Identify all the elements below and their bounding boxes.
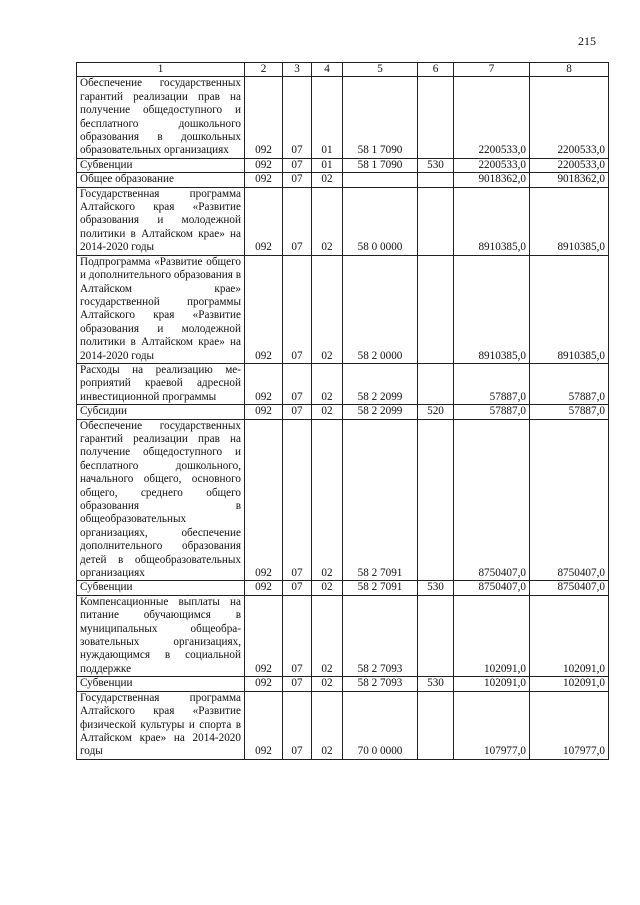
row-code-cell: 01 [312, 77, 343, 158]
row-name-cell: Субвенции [77, 581, 245, 595]
row-code-cell: 07 [283, 419, 312, 581]
row-code-cell: 530 [418, 158, 454, 172]
row-code-cell: 092 [245, 405, 283, 419]
row-code-cell [418, 255, 454, 363]
row-code-cell: 02 [312, 187, 343, 255]
row-name-cell: Обеспечение государственных гарантий реализации прав на получение общедоступного и бесплатного дошкольного образования в дошкольных образовательных организациях [77, 77, 245, 158]
row-code-cell: 07 [283, 595, 312, 676]
row-code-cell: 58 2 2099 [343, 405, 418, 419]
table-row [77, 255, 609, 363]
row-code-cell: 092 [245, 595, 283, 676]
row-name-cell: Расходы на реализацию мероприятий краевой адресной инвестиционной программы [77, 363, 245, 404]
row-amount-cell: 107977,0 [454, 691, 530, 759]
row-code-cell: 07 [283, 173, 312, 187]
row-name-cell: Субвенции [77, 677, 245, 691]
row-code-cell: 02 [312, 255, 343, 363]
row-code-cell: 58 2 2099 [343, 363, 418, 404]
table-row [77, 363, 609, 404]
row-code-cell: 02 [312, 363, 343, 404]
row-code-cell: 58 2 7091 [343, 581, 418, 595]
table-row [77, 158, 609, 172]
header-cell: 5 [343, 63, 418, 77]
table-row [77, 187, 609, 255]
row-code-cell [418, 363, 454, 404]
row-code-cell: 02 [312, 419, 343, 581]
page-number: 215 [578, 34, 596, 48]
row-amount-cell: 8910385,0 [454, 255, 530, 363]
row-code-cell: 07 [283, 677, 312, 691]
row-code-cell: 092 [245, 173, 283, 187]
budget-table [76, 62, 609, 760]
header-cell: 7 [454, 63, 530, 77]
row-amount-cell: 102091,0 [454, 595, 530, 676]
table-row [77, 581, 609, 595]
row-name-cell: Общее образование [77, 173, 245, 187]
row-amount-cell: 2200533,0 [530, 77, 609, 158]
header-cell: 4 [312, 63, 343, 77]
row-code-cell: 07 [283, 255, 312, 363]
row-code-cell [418, 173, 454, 187]
row-amount-cell: 8910385,0 [454, 187, 530, 255]
row-amount-cell: 8910385,0 [530, 255, 609, 363]
row-name-cell: Государственная программа Алтайского края «Развитие физической культуры и спорта в Алтайском крае» на 2014-2020 годы [77, 691, 245, 759]
row-code-cell: 07 [283, 363, 312, 404]
table-row [77, 77, 609, 158]
row-code-cell: 092 [245, 77, 283, 158]
row-amount-cell: 8750407,0 [454, 419, 530, 581]
row-code-cell: 092 [245, 363, 283, 404]
row-code-cell: 092 [245, 255, 283, 363]
row-amount-cell: 57887,0 [454, 363, 530, 404]
row-amount-cell: 2200533,0 [454, 158, 530, 172]
row-code-cell: 58 0 0000 [343, 187, 418, 255]
row-code-cell: 58 1 7090 [343, 77, 418, 158]
row-code-cell: 02 [312, 581, 343, 595]
row-amount-cell: 102091,0 [530, 677, 609, 691]
row-code-cell: 092 [245, 187, 283, 255]
row-name-cell: Обеспечение государственных гарантий реализации прав на получение общедоступного и бесплатного дошкольного, начального общего, основного общего, среднего общего образования в общеобразовательных организациях, обеспечение дополнительного образования детей в общеобразовательных организациях [77, 419, 245, 581]
row-amount-cell: 8750407,0 [530, 419, 609, 581]
table-body [77, 77, 609, 759]
header-cell: 6 [418, 63, 454, 77]
table-row [77, 677, 609, 691]
row-amount-cell: 8750407,0 [530, 581, 609, 595]
row-amount-cell: 2200533,0 [454, 77, 530, 158]
row-code-cell: 530 [418, 677, 454, 691]
row-code-cell: 07 [283, 187, 312, 255]
row-code-cell: 07 [283, 158, 312, 172]
header-cell: 8 [530, 63, 609, 77]
row-amount-cell: 57887,0 [454, 405, 530, 419]
row-code-cell: 02 [312, 405, 343, 419]
row-name-cell: Компенсационные выплаты на питание обучающимся в муниципальных общеобразовательных организациях, нуждающимся в социальной поддержке [77, 595, 245, 676]
row-amount-cell: 57887,0 [530, 363, 609, 404]
row-amount-cell: 9018362,0 [530, 173, 609, 187]
table-row [77, 595, 609, 676]
row-name-cell: Субсидии [77, 405, 245, 419]
row-amount-cell: 8750407,0 [454, 581, 530, 595]
row-code-cell: 02 [312, 595, 343, 676]
row-amount-cell: 107977,0 [530, 691, 609, 759]
row-amount-cell: 8910385,0 [530, 187, 609, 255]
row-name-cell: Государственная программа Алтайского края «Развитие образования и молодежной политики в Алтайском крае» на 2014-2020 годы [77, 187, 245, 255]
table-header [77, 63, 609, 77]
row-name-cell: Субвенции [77, 158, 245, 172]
header-row [77, 63, 609, 77]
header-cell: 1 [77, 63, 245, 77]
row-code-cell: 07 [283, 405, 312, 419]
row-code-cell: 02 [312, 691, 343, 759]
row-code-cell: 58 2 7093 [343, 677, 418, 691]
row-code-cell: 07 [283, 581, 312, 595]
row-code-cell: 092 [245, 158, 283, 172]
row-code-cell [418, 419, 454, 581]
row-code-cell: 58 1 7090 [343, 158, 418, 172]
row-code-cell: 02 [312, 173, 343, 187]
row-code-cell: 530 [418, 581, 454, 595]
row-code-cell: 07 [283, 77, 312, 158]
row-code-cell: 092 [245, 419, 283, 581]
table-row [77, 419, 609, 581]
row-amount-cell: 102091,0 [530, 595, 609, 676]
row-code-cell: 58 2 7091 [343, 419, 418, 581]
row-code-cell: 70 0 0000 [343, 691, 418, 759]
row-amount-cell: 9018362,0 [454, 173, 530, 187]
table-row [77, 405, 609, 419]
row-code-cell: 092 [245, 581, 283, 595]
row-name-cell: Подпрограмма «Развитие общего и дополнительного образования в Алтайском крае» государственной программы Алтайского края «Развитие образования и молодежной политики в Алтайском крае» на 2014-2020 годы [77, 255, 245, 363]
row-code-cell: 02 [312, 677, 343, 691]
row-code-cell [418, 77, 454, 158]
row-code-cell: 092 [245, 677, 283, 691]
row-code-cell [418, 595, 454, 676]
row-code-cell: 07 [283, 691, 312, 759]
row-code-cell [418, 187, 454, 255]
row-code-cell: 58 2 0000 [343, 255, 418, 363]
table-row [77, 691, 609, 759]
row-code-cell: 092 [245, 691, 283, 759]
row-amount-cell: 57887,0 [530, 405, 609, 419]
header-cell: 3 [283, 63, 312, 77]
row-code-cell: 01 [312, 158, 343, 172]
row-amount-cell: 102091,0 [454, 677, 530, 691]
row-amount-cell: 2200533,0 [530, 158, 609, 172]
header-cell: 2 [245, 63, 283, 77]
row-code-cell [418, 691, 454, 759]
row-code-cell [343, 173, 418, 187]
row-code-cell: 58 2 7093 [343, 595, 418, 676]
row-code-cell: 520 [418, 405, 454, 419]
table-row [77, 173, 609, 187]
